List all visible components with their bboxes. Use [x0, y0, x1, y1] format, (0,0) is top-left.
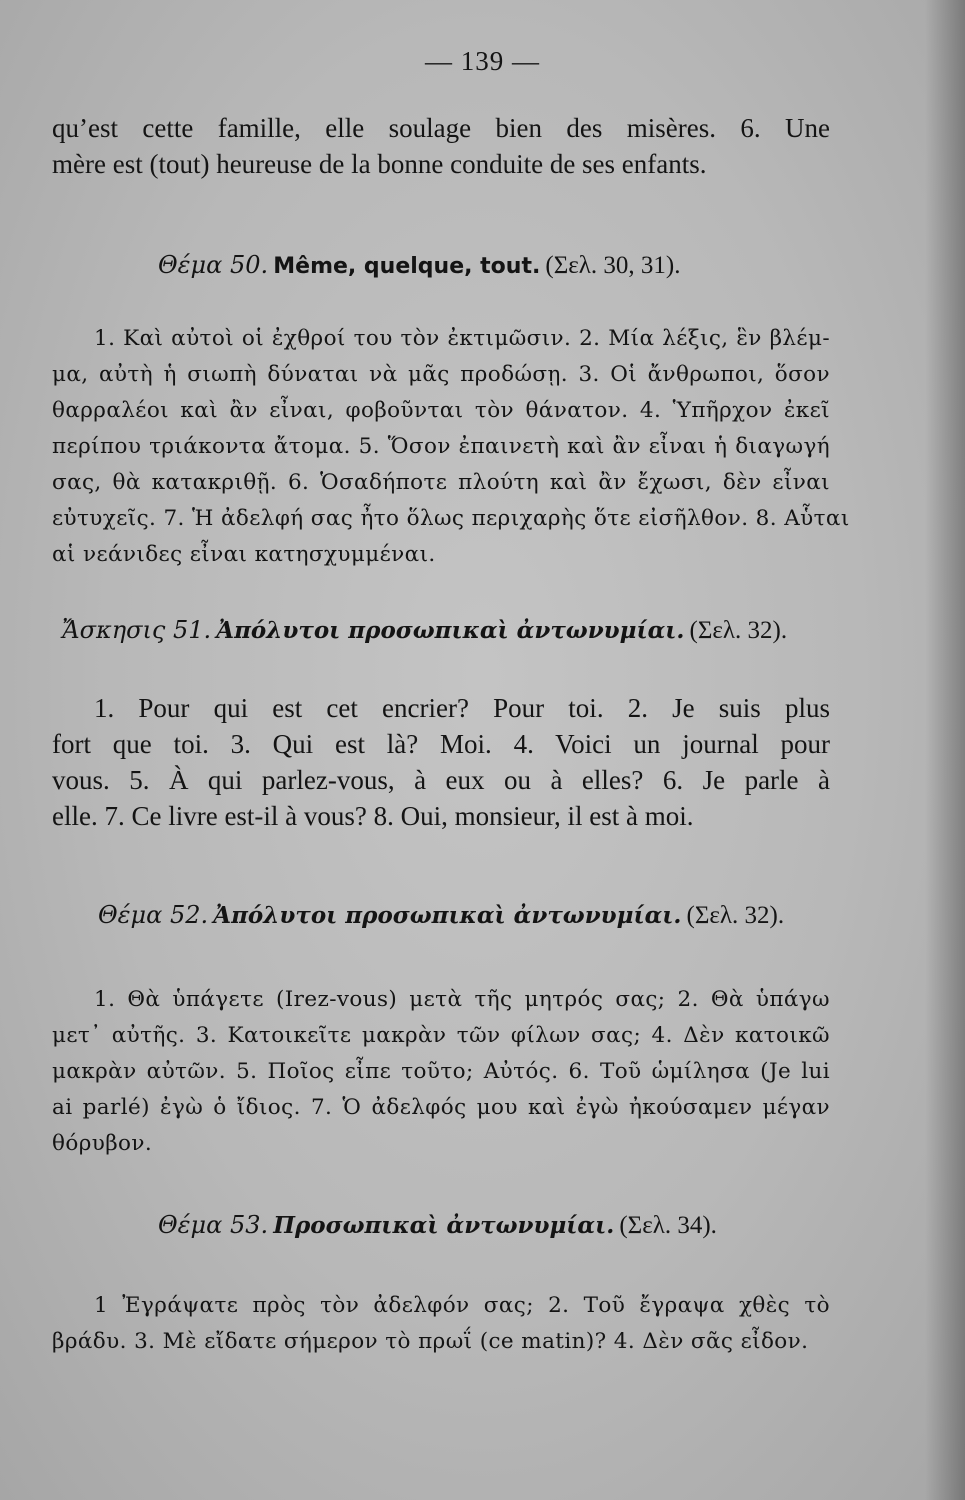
- section-51-line: vous. 5. À qui parlez-vous, à eux ou à elles? 6. Je parle à: [52, 765, 830, 795]
- section-50-title: Même, quelque, tout.: [273, 254, 541, 279]
- section-52-line: θόρυβον.: [52, 1131, 153, 1156]
- section-52-title: Ἀπόλυτοι προσωπικαὶ ἀντωνυμίαι.: [213, 902, 682, 929]
- section-52-label: Θέμα 52.: [98, 901, 209, 929]
- section-53-title: Προσωπικαὶ ἀντωνυμίαι.: [273, 1212, 615, 1239]
- section-51-line: 1. Pour qui est cet encrier? Pour toi. 2. Je suis plus: [94, 693, 830, 723]
- section-50-heading: [0, 245, 965, 285]
- intro-line: mère est (tout) heureuse de la bonne conduite de ses enfants.: [52, 149, 707, 179]
- section-50-line: θαρραλέοι καὶ ἂν εἶναι, φοβοῦνται τὸν θάνατον. 4. Ὑπῆρχον ἐκεῖ: [52, 398, 830, 423]
- section-51-label: Ἄσκησις 51.: [62, 616, 212, 644]
- section-53-ref: (Σελ. 34).: [619, 1212, 717, 1239]
- section-51-ref: (Σελ. 32).: [689, 617, 788, 644]
- page-number: — 139 —: [425, 46, 540, 76]
- section-52-heading: [0, 895, 965, 935]
- intro-paragraph: [52, 110, 830, 182]
- section-52-line: μετ᾽ αὐτῆς. 3. Κατοικεῖτε μακρὰν τῶν φίλων σας; 4. Δὲν κατοικῶ: [52, 1023, 830, 1048]
- section-53-line: 1 Ἐγράψατε πρὸς τὸν ἀδελφόν σας; 2. Τοῦ ἔγραψα χθὲς τὸ: [94, 1293, 830, 1318]
- section-50-line: περίπου τριάκοντα ἄτομα. 5. Ὅσον ἐπαινετὴ καὶ ἂν εἶναι ἡ διαγωγή: [52, 434, 830, 459]
- section-52-line: ai parlé) ἐγὼ ὁ ἴδιος. 7. Ὁ ἀδελφός μου καὶ ἐγὼ ἠκούσαμεν μέγαν: [52, 1095, 830, 1120]
- section-51-body: [52, 690, 830, 834]
- section-50-line: αἱ νεάνιδες εἶναι κατησχυμμέναι.: [52, 542, 436, 567]
- section-53-heading: [0, 1205, 965, 1245]
- section-53-label: Θέμα 53.: [158, 1211, 269, 1239]
- section-50-ref: (Σελ. 30, 31).: [545, 252, 681, 279]
- section-50-line: εὐτυχεῖς. 7. Ἡ ἀδελφή σας ἦτο ὅλως περιχαρὴς ὅτε εἰσῆλθον. 8. Αὗται: [52, 506, 850, 531]
- section-50-line: μα, αὐτὴ ἡ σιωπὴ δύναται νὰ μᾶς προδώσῃ. 3. Οἱ ἄνθρωποι, ὅσον: [52, 362, 830, 387]
- section-52-line: 1. Θὰ ὑπάγετε (Irez-vous) μετὰ τῆς μητρός σας; 2. Θὰ ὑπάγω: [94, 987, 830, 1012]
- section-53-line: βράδυ. 3. Μὲ εἴδατε σήμερον τὸ πρωΐ (ce matin)? 4. Δὲν σᾶς εἶδον.: [52, 1329, 809, 1354]
- section-50-line: σας, θὰ κατακριθῇ. 6. Ὁσαδήποτε πλούτη καὶ ἂν ἔχωσι, δὲν εἶναι: [52, 470, 830, 495]
- section-51-line: elle. 7. Ce livre est-il à vous? 8. Oui, monsieur, il est à moi.: [52, 801, 694, 831]
- section-51-line: fort que toi. 3. Qui est là? Moi. 4. Voici un journal pour: [52, 729, 830, 759]
- section-52-line: μακρὰν αὐτῶν. 5. Ποῖος εἶπε τοῦτο; Αὐτός. 6. Τοῦ ὡμίλησα (Je lui: [52, 1059, 830, 1084]
- section-53-body: [52, 1288, 830, 1360]
- section-52-body: [52, 982, 830, 1162]
- section-52-ref: (Σελ. 32).: [686, 902, 785, 929]
- intro-line: qu’est cette famille, elle soulage bien des misères. 6. Une: [52, 113, 830, 143]
- section-50-body: [52, 321, 850, 573]
- section-51-heading: [0, 610, 965, 650]
- section-50-line: 1. Καὶ αὐτοὶ οἱ ἐχθροί του τὸν ἐκτιμῶσιν. 2. Μία λέξις, ἓν βλέμ-: [94, 326, 830, 351]
- section-51-title: Ἀπόλυτοι προσωπικαὶ ἀντωνυμίαι.: [216, 617, 685, 644]
- page-edge-shadow: [925, 0, 965, 1500]
- section-50-label: Θέμα 50.: [158, 251, 269, 279]
